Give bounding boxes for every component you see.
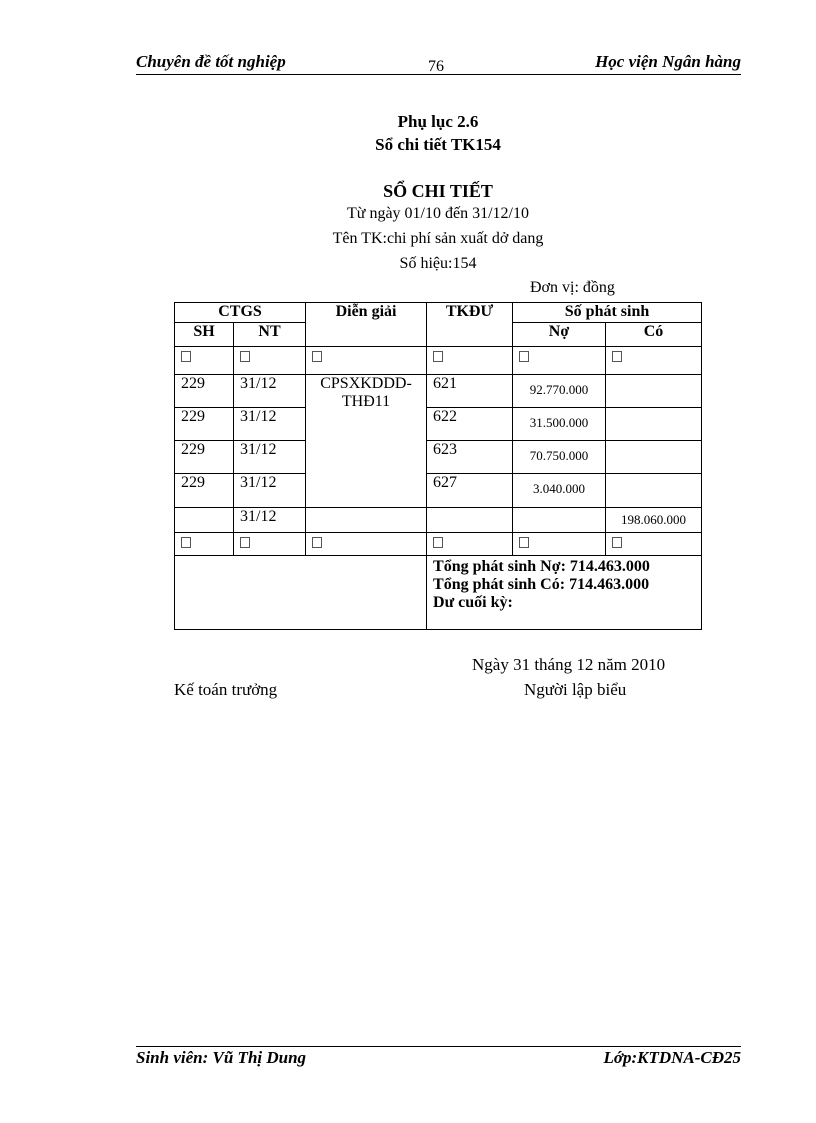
empty-box-icon (519, 351, 529, 362)
empty-box-icon (181, 537, 191, 548)
footer-student: Sinh viên: Vũ Thị Dung (136, 1048, 307, 1067)
totals-row (175, 556, 702, 630)
table-row (175, 508, 702, 533)
cell-co (606, 375, 702, 408)
cell-nt: 31/12 (234, 375, 306, 408)
empty-box-icon (312, 351, 322, 362)
header-ctgs: CTGS (175, 303, 306, 323)
cell-dien-giai (306, 508, 427, 533)
closing-balance: Dư cuối kỳ: (433, 594, 513, 611)
ledger-unit: Đơn vị: đồng (530, 279, 615, 296)
cell-sh: 229 (175, 408, 234, 441)
description-line-1: CPSXKDDD- (320, 375, 412, 392)
ledger-period: Từ ngày 01/10 đến 31/12/10 (347, 205, 529, 222)
footer-rule (136, 1046, 741, 1047)
header-nt: NT (234, 323, 306, 347)
cell-co: 198.060.000 (606, 508, 702, 533)
empty-box-icon (240, 537, 250, 548)
header-tkdu: TKĐƯ (427, 303, 513, 347)
preparer-label: Người lập biểu (524, 680, 627, 699)
table-row (175, 408, 702, 441)
placeholder-row (175, 347, 702, 375)
empty-box-icon (433, 351, 443, 362)
empty-box-icon (181, 351, 191, 362)
page-number: 76 (428, 58, 444, 75)
ledger-table (174, 302, 702, 630)
table-row (175, 441, 702, 474)
cell-no: 92.770.000 (513, 375, 606, 408)
cell-nt: 31/12 (234, 474, 306, 508)
cell-no (513, 508, 606, 533)
cell-sh: 229 (175, 474, 234, 508)
cell-tkdu (427, 508, 513, 533)
header-left-text: Chuyên đề tốt nghiệp (136, 52, 286, 71)
empty-box-icon (240, 351, 250, 362)
cell-nt: 31/12 (234, 408, 306, 441)
cell-tkdu: 627 (427, 474, 513, 508)
chief-accountant-label: Kế toán trưởng (174, 680, 278, 699)
cell-tkdu: 621 (427, 375, 513, 408)
cell-dien-giai (306, 375, 427, 508)
cell-nt: 31/12 (234, 508, 306, 533)
cell-sh (175, 508, 234, 533)
cell-no: 3.040.000 (513, 474, 606, 508)
cell-tkdu: 622 (427, 408, 513, 441)
empty-box-icon (433, 537, 443, 548)
cell-no: 31.500.000 (513, 408, 606, 441)
empty-box-icon (612, 351, 622, 362)
appendix-subtitle: Sổ chi tiết TK154 (375, 135, 501, 154)
description-line-2: THĐ11 (341, 393, 391, 410)
ledger-title: SỔ CHI TIẾT (383, 181, 493, 201)
cell-co (606, 441, 702, 474)
footer-class: Lớp:KTDNA-CĐ25 (603, 1048, 741, 1067)
total-credit: Tổng phát sinh Có: 714.463.000 (433, 576, 650, 593)
header-no: Nợ (513, 323, 606, 347)
signature-date: Ngày 31 tháng 12 năm 2010 (472, 655, 666, 674)
appendix-title: Phụ lục 2.6 (397, 112, 479, 131)
ledger-account-number: Số hiệu:154 (399, 255, 477, 272)
empty-box-icon (312, 537, 322, 548)
empty-box-icon (519, 537, 529, 548)
header-rule (136, 74, 741, 75)
header-so-phat-sinh: Số phát sinh (513, 303, 702, 323)
table-row (175, 474, 702, 508)
cell-co (606, 408, 702, 441)
header-co: Có (606, 323, 702, 347)
empty-box-icon (612, 537, 622, 548)
totals-cell (427, 556, 702, 630)
header-right-text: Học viện Ngân hàng (595, 52, 741, 71)
header-dien-giai: Diễn giải (306, 303, 427, 347)
cell-tkdu: 623 (427, 441, 513, 474)
cell-sh: 229 (175, 375, 234, 408)
total-debit: Tổng phát sinh Nợ: 714.463.000 (433, 558, 650, 575)
ledger-account-name: Tên TK:chi phí sản xuất dở dang (332, 230, 544, 247)
totals-empty-cell (175, 556, 427, 630)
table-row (175, 375, 702, 408)
placeholder-row (175, 533, 702, 556)
header-sh: SH (175, 323, 234, 347)
cell-no: 70.750.000 (513, 441, 606, 474)
cell-nt: 31/12 (234, 441, 306, 474)
cell-co (606, 474, 702, 508)
cell-sh: 229 (175, 441, 234, 474)
